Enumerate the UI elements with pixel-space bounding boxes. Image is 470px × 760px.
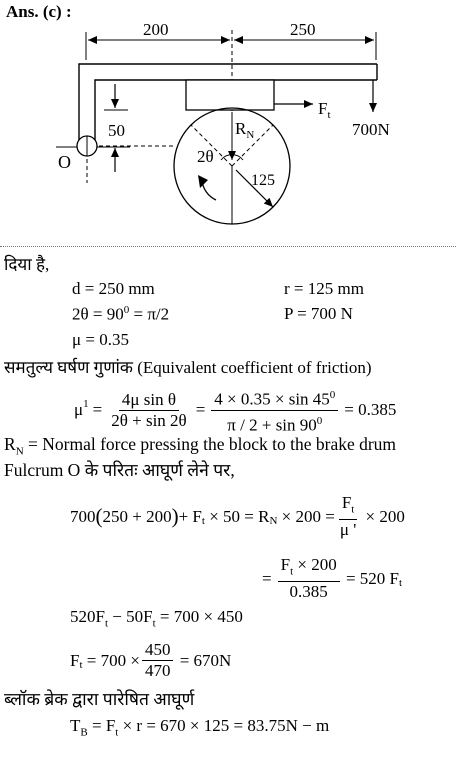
force-result: F $_t$ = 700 × $\frac{450}{470}$ = 670N [70, 640, 232, 680]
torque-heading: ब्लॉक ब्रेक द्वारा पारेषित आघूर्ण [4, 689, 195, 709]
block-brake-figure [0, 0, 470, 250]
moment-heading: Fulcrum O के परितः आघूर्ण लेने पर, [4, 460, 235, 480]
given-heading: दिया है, [4, 255, 50, 274]
equivalent-heading: समतुल्य घर्षण गुणांक (Equivalent coefficient of friction) [4, 358, 372, 377]
given-P: P = 700 N [284, 304, 353, 323]
fulcrum-label: O [58, 152, 71, 172]
rearranged-equation: $520F_t - 50F_t = 700 \times 450$ [70, 607, 243, 630]
dim-left-label: 200 [143, 20, 169, 39]
given-mu: μ = 0.35 [72, 330, 129, 349]
given-d: d = 250 mm [72, 279, 155, 298]
dim-right-label: 250 [290, 20, 316, 39]
torque-result: $T_B = F_t \times r = 670 \times 125 = 83.75N - m$ [70, 716, 330, 739]
angle-label: 2θ [197, 147, 214, 166]
equivalent-formula: μ $^1$ = $\frac{\text{4μ sin θ}}{2\theta + \sin 2\theta}$ = $\frac{4 \times 0.35 \times \sin 45^0}{\pi / 2 + \sin 90^0}$ = 0.385 [74, 385, 396, 435]
normal-force-label: $R_N$ [235, 119, 255, 141]
dim-vertical-label: 50 [108, 121, 125, 140]
normal-force-definition: $R_N$ = Normal force pressing the block to the brake drum [4, 434, 397, 458]
brake-block [186, 80, 274, 110]
given-r: r = 125 mm [284, 279, 364, 298]
simplified-equation: = $\frac{F_t \times 200}{0.385}$ = 520 F $_t$ [262, 555, 403, 602]
force-label: $F_t$ [318, 99, 331, 121]
radius-label: 125 [251, 172, 275, 189]
load-label: 700N [352, 120, 390, 139]
moment-equation: 700 ( 250 + 200 ) + F $_t$ × 50 = R $_N$ × 200 = $\frac{F_t}{\mu '}$ × 200 [70, 493, 405, 540]
given-theta: $2\theta = 90^0 = \pi/2$ [72, 304, 170, 324]
answer-label: Ans. (c) : [6, 2, 72, 21]
separator [0, 246, 456, 247]
